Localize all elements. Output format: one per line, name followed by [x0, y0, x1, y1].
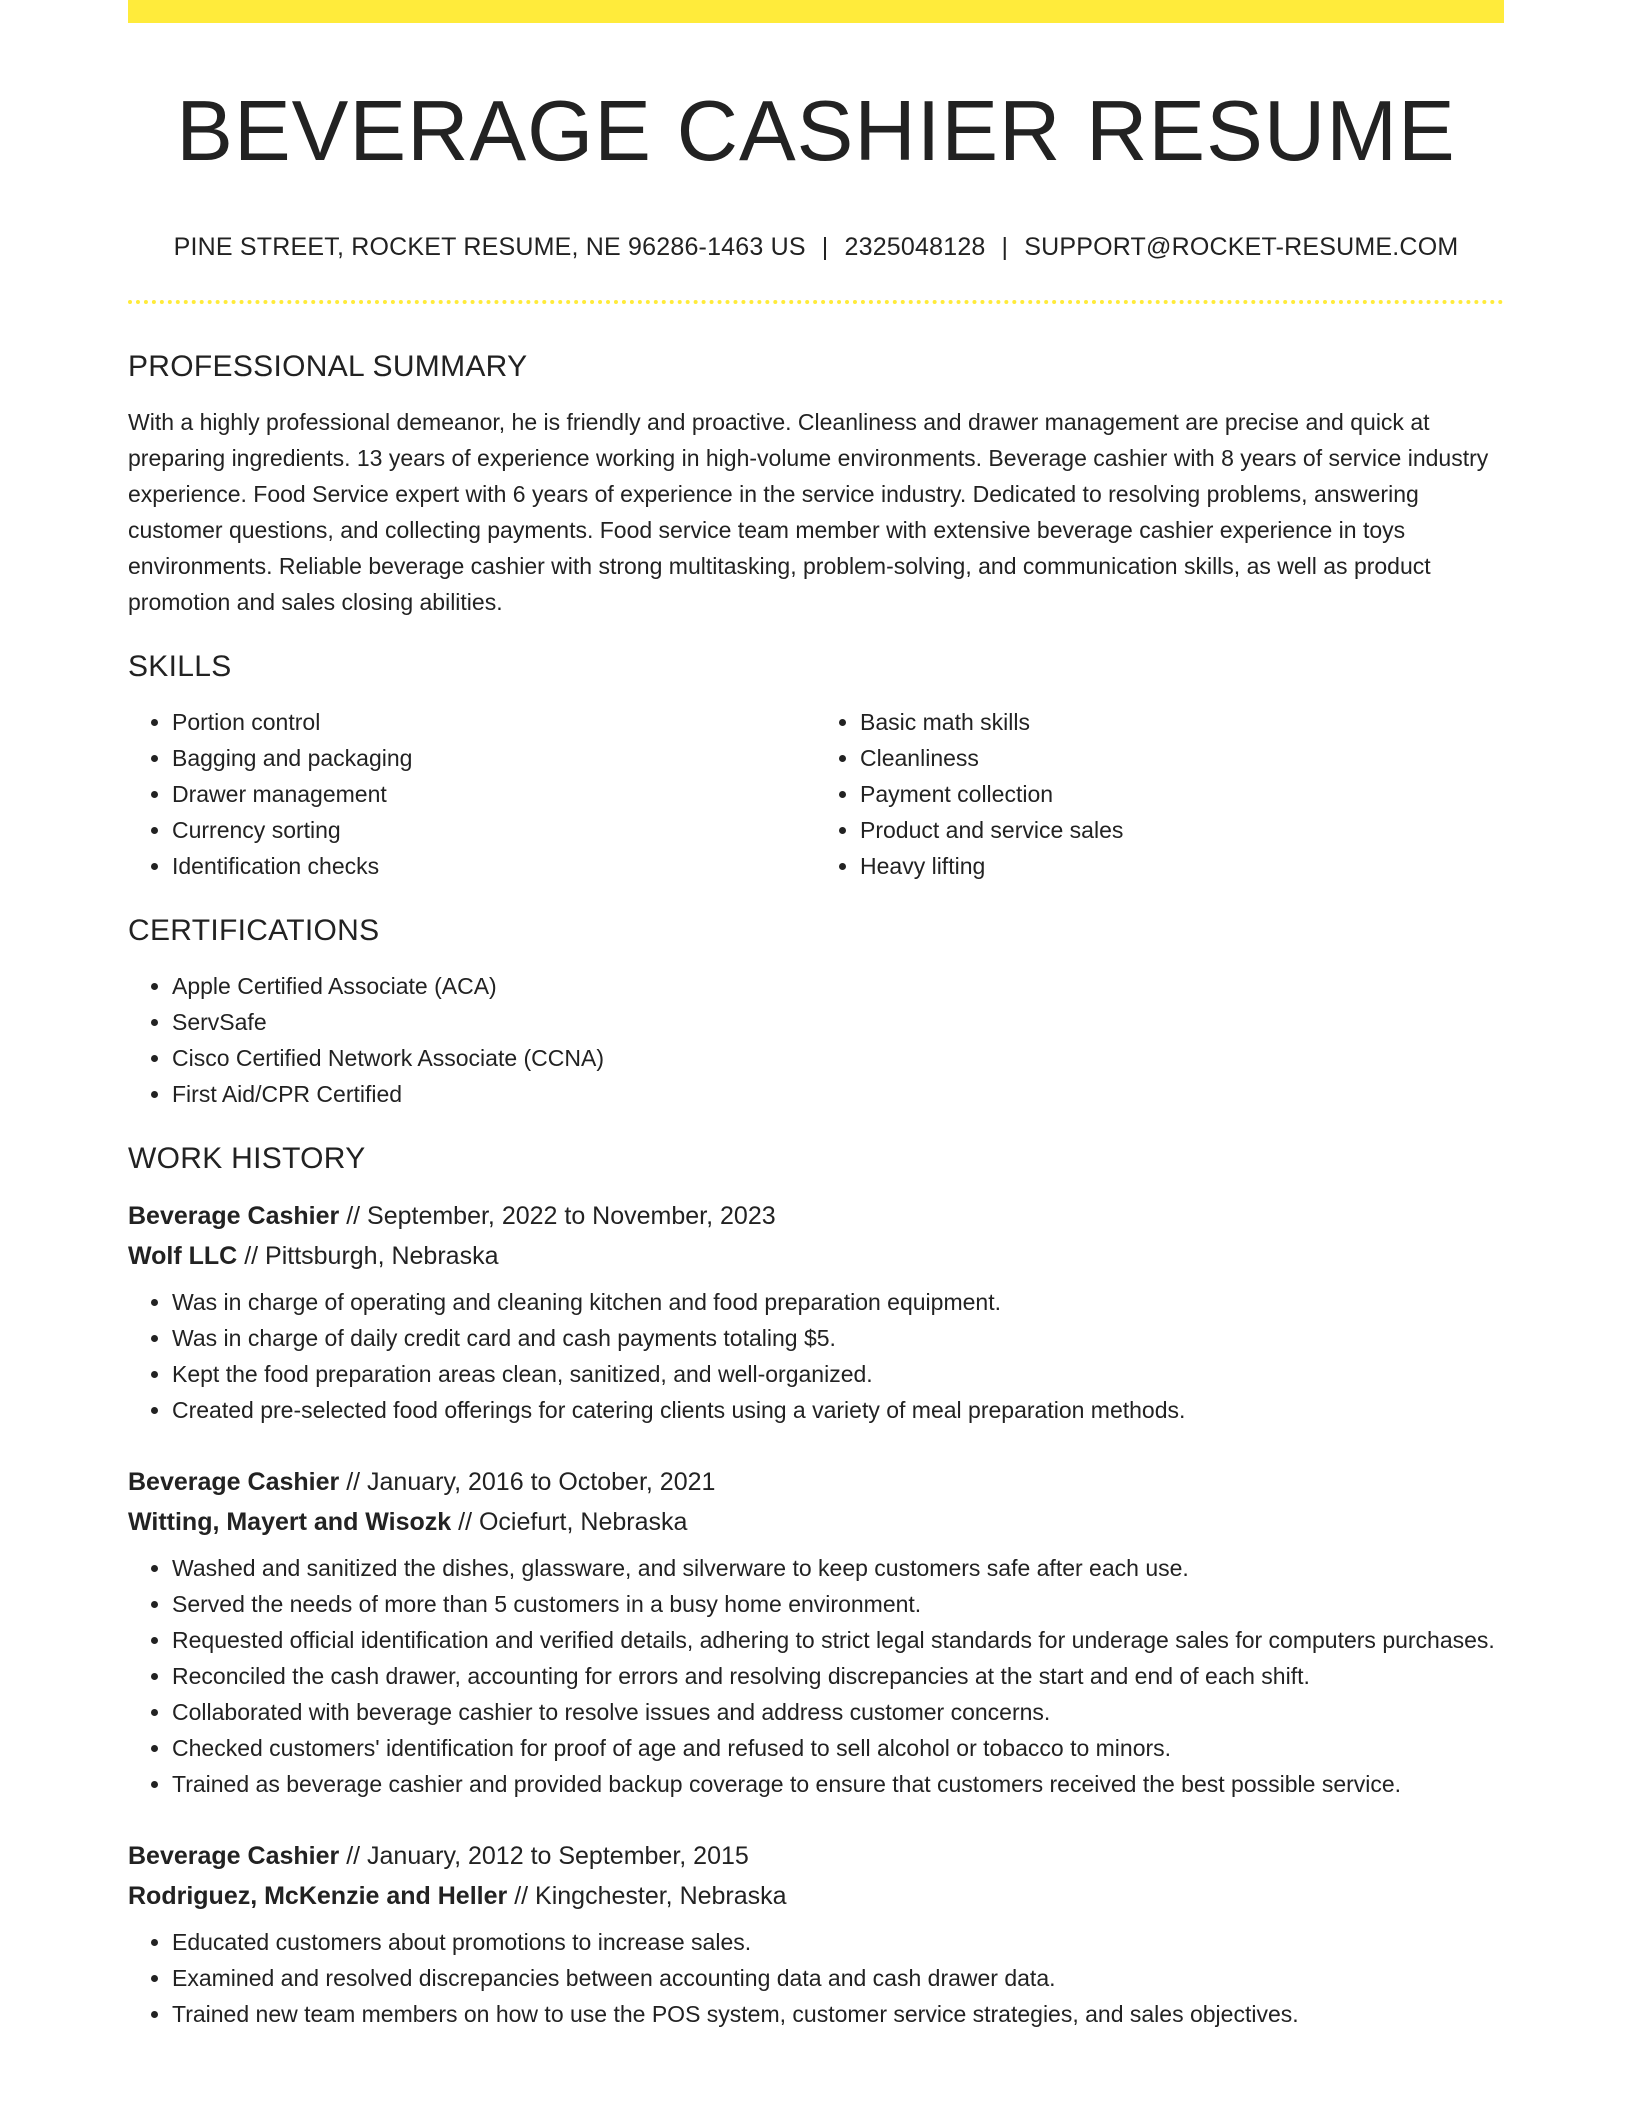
certification-item: • ServSafe — [172, 1004, 1504, 1040]
skill-item: • Bagging and packaging — [172, 740, 816, 776]
resume-title: BEVERAGE CASHIER RESUME — [176, 84, 1456, 179]
job-company-line — [128, 1502, 1504, 1542]
job-bullets — [128, 1550, 1504, 1802]
job-company-line — [128, 1876, 1504, 1916]
skill-item: • Currency sorting — [172, 812, 816, 848]
job-bullet: • Was in charge of operating and cleaning kitchen and food preparation equipment. — [172, 1284, 1504, 1320]
job-company: Rodriguez, McKenzie and Heller — [128, 1881, 508, 1910]
job-bullet: • Examined and resolved discrepancies between accounting data and cash drawer data. — [172, 1960, 1504, 1996]
skill-item: • Drawer management — [172, 776, 816, 812]
job-role: Beverage Cashier — [128, 1467, 340, 1496]
resume-page — [128, 0, 1504, 2032]
contact-phone: 2325048128 — [844, 232, 986, 261]
job-bullet: • Washed and sanitized the dishes, glassware, and silverware to keep customers safe after each use. — [172, 1550, 1504, 1586]
job-bullet: • Reconciled the cash drawer, accounting for errors and resolving discrepancies at the start and end of each shift. — [172, 1658, 1504, 1694]
contact-email: SUPPORT@ROCKET-RESUME.COM — [1024, 232, 1459, 261]
job-bullet: • Was in charge of daily credit card and cash payments totaling $5. — [172, 1320, 1504, 1356]
section-title-summary: PROFESSIONAL SUMMARY — [128, 349, 528, 383]
job-bullet: • Educated customers about promotions to increase sales. — [172, 1924, 1504, 1960]
job-role-line — [128, 1196, 1504, 1236]
summary-text: With a highly professional demeanor, he is friendly and proactive. Cleanliness and drawer management are precise and quick at preparing ingredients. 13 years of experience working in high-volume environments. Beverage cashier with 8 years of service industry experience. Food Service expert with 6 years of experience in the service industry. Dedicated to resolving problems, answering customer questions, and collecting payments. Food service team member with extensive beverage cashier experience in toys environments. Reliable beverage cashier with strong multitasking, problem-solving, and communication skills, as well as product promotion and sales closing abilities. — [128, 408, 1489, 615]
skill-item: • Heavy lifting — [860, 848, 1504, 884]
job-location: // Kingchester, Nebraska — [514, 1881, 787, 1910]
job-role-line — [128, 1462, 1504, 1502]
job-company: Wolf LLC — [128, 1241, 238, 1270]
job-bullet: • Created pre-selected food offerings for catering clients using a variety of meal preparation methods. — [172, 1392, 1504, 1428]
job-entry — [128, 1836, 1504, 2032]
certification-item: • Cisco Certified Network Associate (CCNA) — [172, 1040, 1504, 1076]
skill-item: • Identification checks — [172, 848, 816, 884]
job-bullets — [128, 1284, 1504, 1428]
dotted-divider — [128, 300, 1504, 304]
contact-separator: | — [1001, 232, 1009, 261]
job-bullet: • Kept the food preparation areas clean, sanitized, and well-organized. — [172, 1356, 1504, 1392]
certifications-list — [128, 968, 1504, 1112]
job-bullet: • Collaborated with beverage cashier to resolve issues and address customer concerns. — [172, 1694, 1504, 1730]
job-entry — [128, 1462, 1504, 1802]
skill-item: • Portion control — [172, 704, 816, 740]
section-title-work-history: WORK HISTORY — [128, 1141, 366, 1175]
job-company: Witting, Mayert and Wisozk — [128, 1507, 452, 1536]
certification-item: • Apple Certified Associate (ACA) — [172, 968, 1504, 1004]
job-dates: // September, 2022 to November, 2023 — [346, 1201, 776, 1230]
job-bullet: • Checked customers' identification for proof of age and refused to sell alcohol or tobacco to minors. — [172, 1730, 1504, 1766]
certification-item: • First Aid/CPR Certified — [172, 1076, 1504, 1112]
skill-item: • Cleanliness — [860, 740, 1504, 776]
job-role: Beverage Cashier — [128, 1841, 340, 1870]
job-location: // Ociefurt, Nebraska — [458, 1507, 688, 1536]
job-entry — [128, 1196, 1504, 1428]
job-role-line — [128, 1836, 1504, 1876]
job-bullet: • Trained new team members on how to use the POS system, customer service strategies, and sales objectives. — [172, 1996, 1504, 2032]
contact-address: PINE STREET, ROCKET RESUME, NE 96286-1463 US — [173, 232, 806, 261]
section-title-skills: SKILLS — [128, 649, 232, 683]
skill-item: • Basic math skills — [860, 704, 1504, 740]
job-dates: // January, 2012 to September, 2015 — [346, 1841, 749, 1870]
job-bullets — [128, 1924, 1504, 2032]
job-location: // Pittsburgh, Nebraska — [244, 1241, 499, 1270]
contact-separator: | — [821, 232, 829, 261]
skills-column-right — [816, 704, 1504, 884]
skills-list — [128, 704, 1504, 884]
job-bullet: • Served the needs of more than 5 customers in a busy home environment. — [172, 1586, 1504, 1622]
top-accent-bar — [128, 0, 1504, 23]
job-bullet: • Trained as beverage cashier and provided backup coverage to ensure that customers received the best possible service. — [172, 1766, 1504, 1802]
skill-item: • Payment collection — [860, 776, 1504, 812]
job-company-line — [128, 1236, 1504, 1276]
job-role: Beverage Cashier — [128, 1201, 340, 1230]
job-dates: // January, 2016 to October, 2021 — [346, 1467, 716, 1496]
skill-item: • Product and service sales — [860, 812, 1504, 848]
job-bullet: • Requested official identification and verified details, adhering to strict legal standards for underage sales for computers purchases. — [172, 1622, 1504, 1658]
section-title-certifications: CERTIFICATIONS — [128, 913, 380, 947]
contact-line — [128, 233, 1504, 262]
skills-column-left — [128, 704, 816, 884]
